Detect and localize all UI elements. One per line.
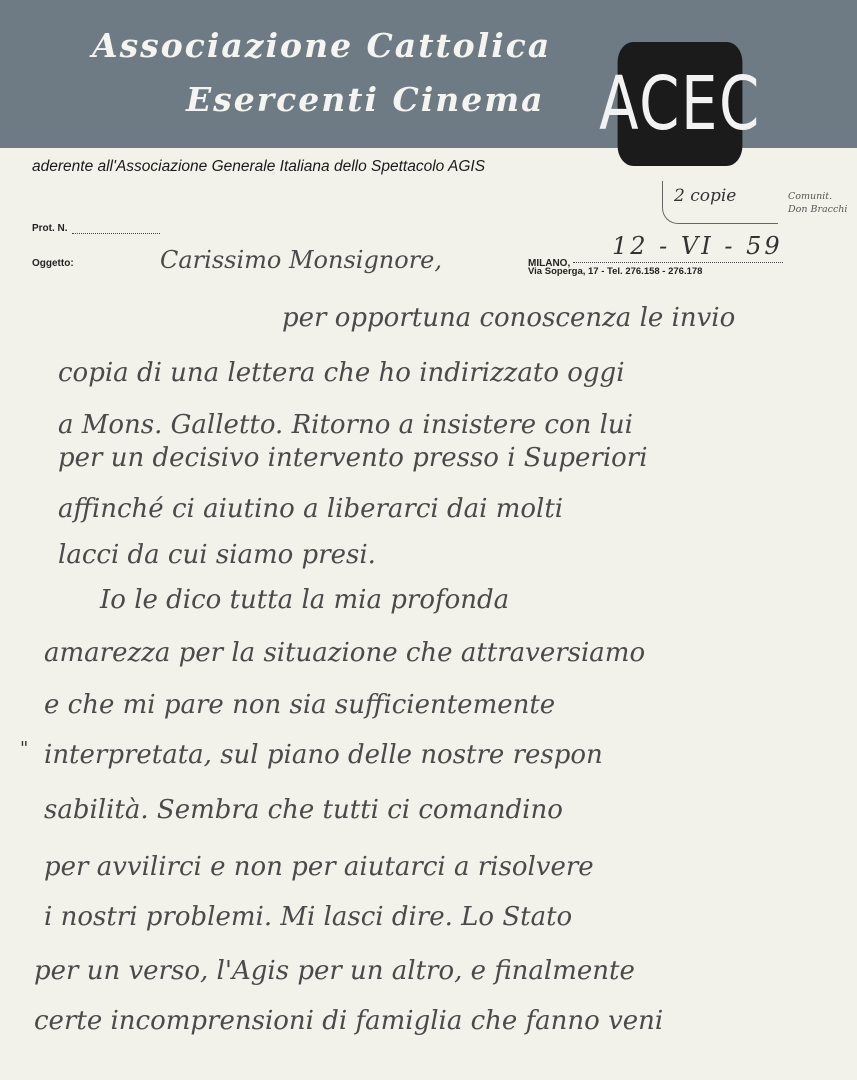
city-label: MILANO,	[528, 258, 571, 269]
letter-line: lacci da cui siamo presi.	[58, 540, 376, 570]
address-text: Via Soperga, 17 - Tel. 276.158 - 276.178	[528, 266, 703, 277]
salutation: Carissimo Monsignore,	[160, 246, 443, 274]
affiliation-text: aderente all'Associazione Generale Italiana dello Spettacolo AGIS	[32, 158, 486, 175]
date-dotted-line	[573, 262, 783, 263]
protocol-dotted-line	[72, 233, 160, 234]
letter-line: i nostri problemi. Mi lasci dire. Lo Stato	[44, 902, 573, 932]
letter-line: per avvilirci e non per aiutarci a risolvere	[44, 852, 594, 882]
letter-line: interpretata, sul piano delle nostre respon	[44, 740, 603, 770]
handwritten-small-note: Comunit. Don Bracchi	[788, 191, 848, 215]
letter-line: sabilità. Sembra che tutti ci comandino	[44, 795, 563, 825]
letter-line: per un verso, l'Agis per un altro, e finalmente	[34, 956, 635, 986]
letter-line: certe incomprensioni di famiglia che fanno veni	[34, 1006, 664, 1036]
handwritten-date: 12 - VI - 59	[612, 232, 783, 260]
letter-line: e che mi pare non sia sufficientemente	[44, 690, 556, 720]
org-name-line1: Associazione Cattolica	[92, 26, 552, 65]
letter-line: per opportuna conoscenza le invio	[282, 303, 736, 333]
protocol-label: Prot. N.	[32, 223, 68, 234]
letter-line: per un decisivo intervento presso i Superiori	[58, 443, 648, 473]
letter-line: copia di una lettera che ho indirizzato oggi	[58, 358, 625, 388]
letter-line: affinché ci aiutino a liberarci dai molti	[58, 494, 564, 524]
letter-line: amarezza per la situazione che attraversiamo	[44, 638, 646, 668]
letter-line: a Mons. Galletto. Ritorno a insistere con lui	[58, 410, 633, 440]
letter-line: Io le dico tutta la mia profonda	[100, 585, 510, 615]
handwritten-note: 2 copie	[674, 186, 737, 206]
margin-mark: "	[20, 738, 29, 759]
acec-logo: ACEC	[618, 42, 743, 166]
subject-label: Oggetto:	[32, 258, 74, 269]
org-name-line2: Esercenti Cinema	[186, 80, 545, 119]
